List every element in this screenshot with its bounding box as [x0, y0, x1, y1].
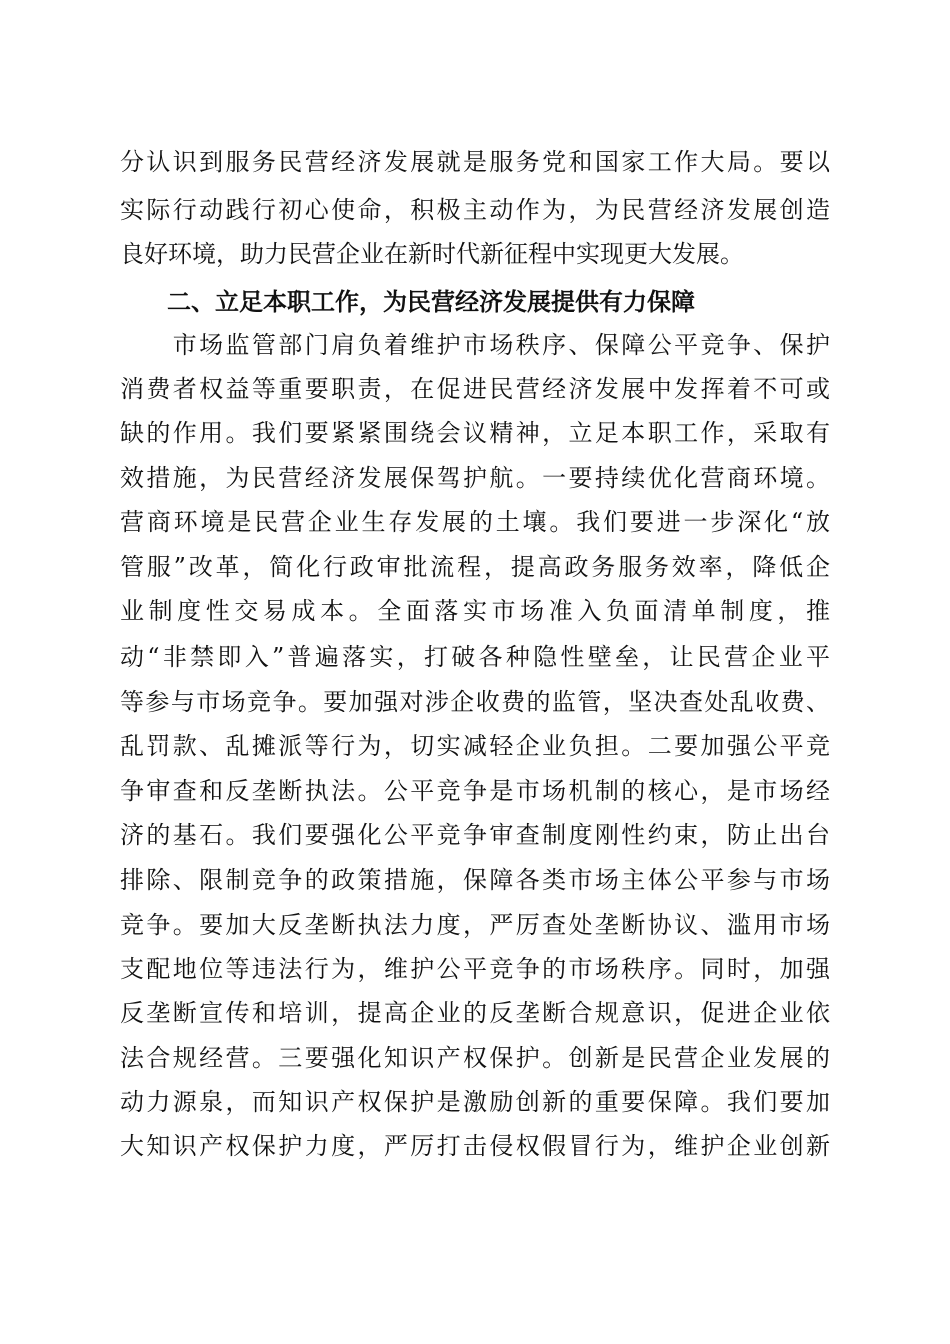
section-heading: 二、立足本职工作，为民营经济发展提供有力保障 — [167, 288, 695, 316]
body-line-8: 动“非禁即入”普遍落实，打破各种隐性壁垒，让民营企业平 — [120, 643, 830, 671]
body-line-15: 支配地位等违法行为，维护公平竞争的市场秩序。同时，加强 — [120, 955, 830, 983]
body-line-17: 法合规经营。三要强化知识产权保护。创新是民营企业发展的 — [120, 1044, 830, 1072]
body-line-1: 市场监管部门肩负着维护市场秩序、保障公平竞争、保护 — [120, 331, 830, 359]
intro-line-3: 良好环境，助力民营企业在新时代新征程中实现更大发展。 — [120, 240, 744, 268]
body-line-11: 争审查和反垄断执法。公平竞争是市场机制的核心，是市场经 — [120, 777, 830, 805]
body-line-3: 缺的作用。我们要紧紧围绕会议精神，立足本职工作，采取有 — [120, 419, 830, 447]
body-line-18: 动力源泉，而知识产权保护是激励创新的重要保障。我们要加 — [120, 1088, 830, 1116]
body-line-4: 效措施，为民营经济发展保驾护航。一要持续优化营商环境。 — [120, 464, 830, 492]
body-line-13: 排除、限制竞争的政策措施，保障各类市场主体公平参与市场 — [120, 866, 830, 894]
body-line-12: 济的基石。我们要强化公平竞争审查制度刚性约束，防止出台 — [120, 821, 830, 849]
intro-line-2: 实际行动践行初心使命，积极主动作为，为民营经济发展创造 — [120, 196, 830, 224]
intro-line-1: 分认识到服务民营经济发展就是服务党和国家工作大局。要以 — [120, 148, 830, 176]
body-line-9: 等参与市场竞争。要加强对涉企收费的监管，坚决查处乱收费、 — [120, 688, 830, 716]
body-line-6: 管服”改革，简化行政审批流程，提高政务服务效率，降低企 — [120, 553, 830, 581]
body-line-10: 乱罚款、乱摊派等行为，切实减轻企业负担。二要加强公平竞 — [120, 732, 830, 760]
body-line-2: 消费者权益等重要职责，在促进民营经济发展中发挥着不可或 — [120, 375, 830, 403]
body-line-7: 业制度性交易成本。全面落实市场准入负面清单制度，推 — [120, 597, 830, 625]
body-line-19: 大知识产权保护力度，严厉打击侵权假冒行为，维护企业创新 — [120, 1132, 830, 1160]
body-line-16: 反垄断宣传和培训，提高企业的反垄断合规意识，促进企业依 — [120, 999, 830, 1027]
body-line-5: 营商环境是民营企业生存发展的土壤。我们要进一步深化“放 — [120, 508, 830, 536]
body-line-14: 竞争。要加大反垄断执法力度，严厉查处垄断协议、滥用市场 — [120, 911, 830, 939]
